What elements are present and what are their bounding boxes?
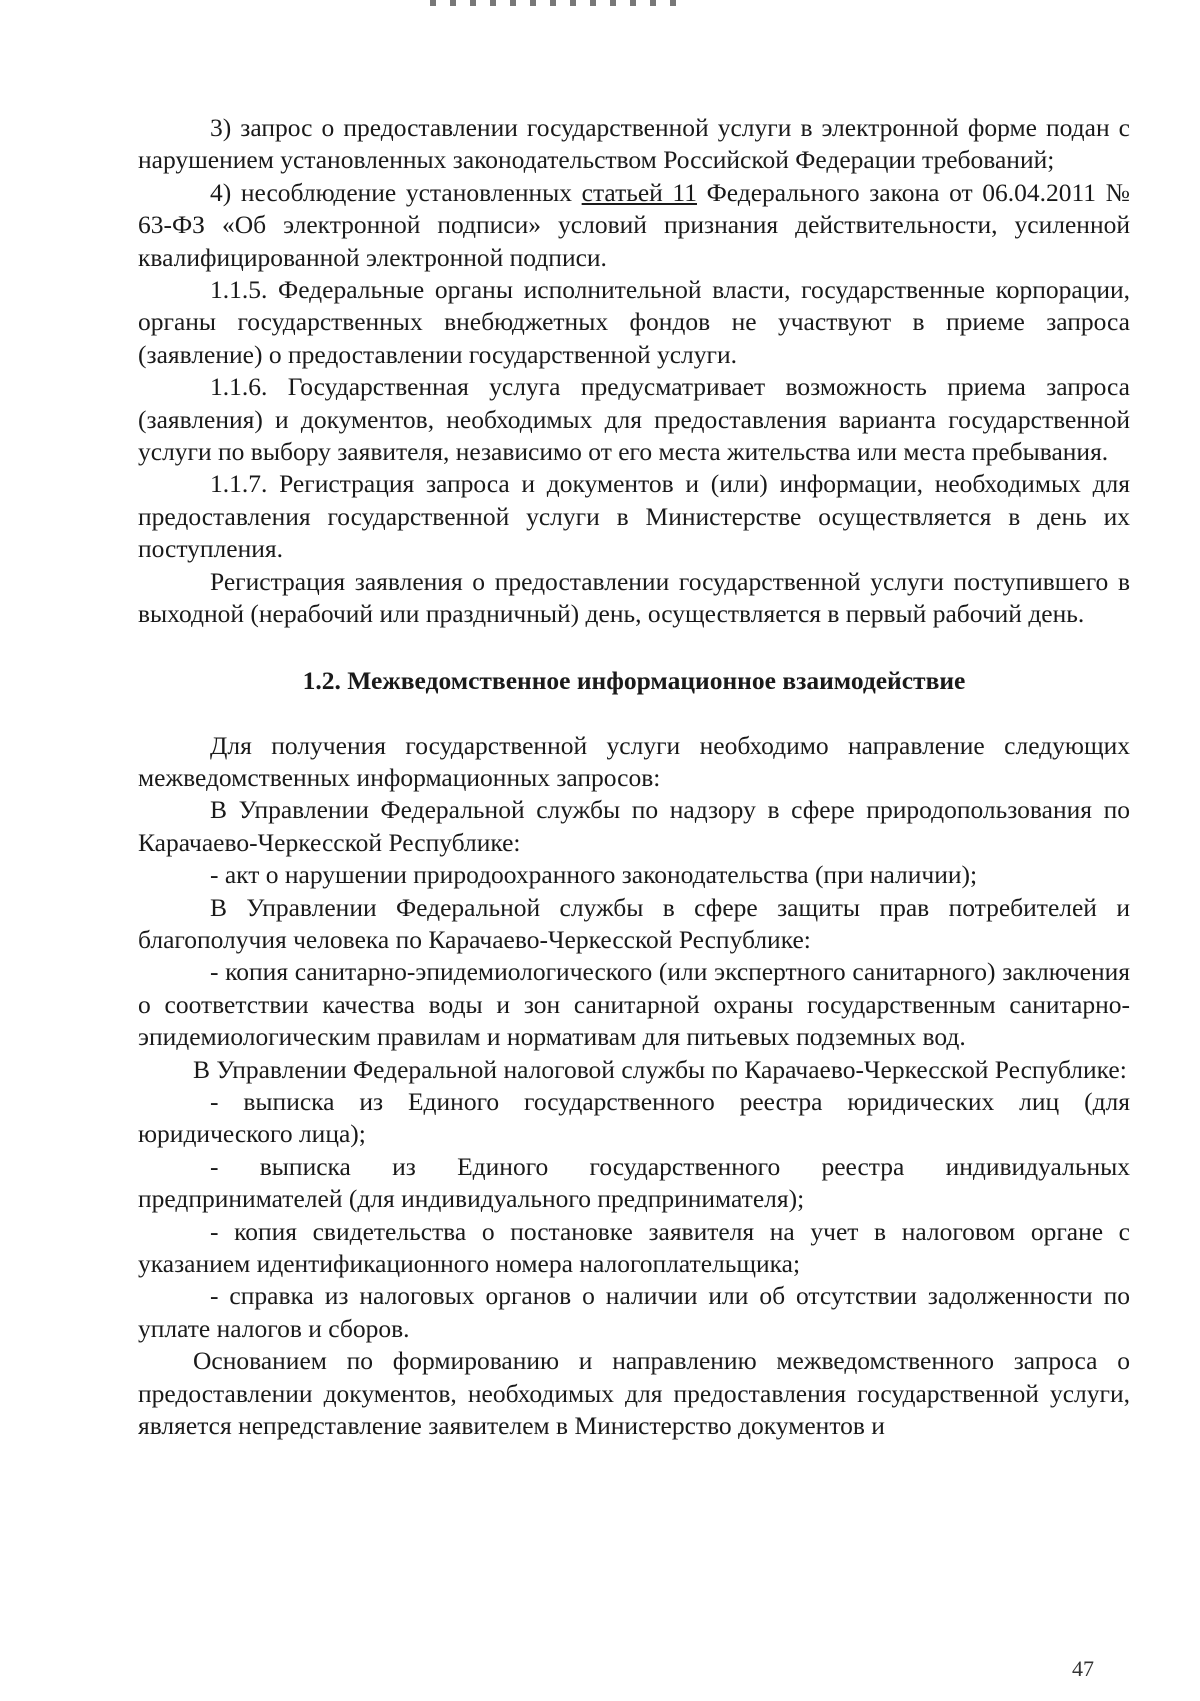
para-item-3: 3) запрос о предоставлении государственной услуги в электронной форме подан с нарушением установленных законодательством Российской Федерации требований; — [138, 113, 1130, 175]
para-text: 4) несоблюдение установленных — [210, 177, 582, 207]
para-1-1-5: 1.1.5. Федеральные органы исполнительной власти, государственные корпорации, органы государственных внебюджетных фондов не участвуют в приеме запроса (заявление) о предоставлении государственной услуги. — [138, 275, 1130, 369]
para-1-1-6: 1.1.6. Государственная услуга предусматривает возможность приема запроса (заявления) и документов, необходимых для предоставления варианта государственной услуги по выбору заявителя, независимо от его места жительства или места пребывания. — [138, 372, 1130, 467]
para-1-1-7: 1.1.7. Регистрация запроса и документов и (или) информации, необходимых для предоставления государственной услуги в Министерстве осуществляется в день их поступления. — [138, 469, 1130, 564]
para-basis: Основанием по формированию и направлению межведомственного запроса о предоставлении документов, необходимых для предоставления государственной услуги, является непредставление заявителем в Министерство документов и — [138, 1346, 1130, 1441]
para-rospotrebnadzor: В Управлении Федеральной службы в сфере защиты прав потребителей и благополучия человека по Карачаево-Черкесской Республике: — [138, 892, 1130, 954]
para-item-4 — [138, 177, 1130, 274]
document-page — [138, 112, 1130, 1442]
para-tax-certificate: - копия свидетельства о постановке заявителя на учет в налоговом органе с указанием идентификационного номера налогоплательщика; — [138, 1216, 1130, 1278]
section-1-1-continuation — [138, 112, 1130, 631]
para-egrul: - выписка из Единого государственного реестра юридических лиц (для юридического лица); — [138, 1086, 1130, 1149]
para-rosprirodnadzor: В Управлении Федеральной службы по надзору в сфере природопользования по Карачаево-Черкесской Республике: — [138, 795, 1130, 857]
para-tax-service: В Управлении Федеральной налоговой службы по Карачаево-Черкесской Республике: — [193, 1054, 1127, 1084]
para-text: Федерального закона от 06.04.2011 № 63-ФЗ «Об электронной подписи» условий признания действительности, усиленной квалифицированной электронной подписи. — [138, 177, 1130, 272]
section-heading-1-2: 1.2. Межведомственное информационное взаимодействие — [302, 665, 966, 695]
article-11-link[interactable]: статьей 11 — [581, 177, 697, 207]
para-intro: Для получения государственной услуги необходимо направление следующих межведомственных информационных запросов: — [138, 730, 1130, 792]
para-act: - акт о нарушении природоохранного законодательства (при наличии); — [210, 860, 978, 890]
para-registration: Регистрация заявления о предоставлении государственной услуги поступившего в выходной (нерабочий или праздничный) день, осуществляется в первый рабочий день. — [138, 566, 1130, 629]
scan-top-marks — [430, 0, 680, 6]
para-tax-debt: - справка из налоговых органов о наличии или об отсутствии задолженности по уплате налогов и сборов. — [138, 1281, 1130, 1343]
para-egrip: - выписка из Единого государственного реестра индивидуальных предпринимателей (для индивидуального предпринимателя); — [138, 1151, 1130, 1214]
para-sanitary: - копия санитарно-эпидемиологического (или экспертного санитарного) заключения о соответствии качества воды и зон санитарной охраны государственным санитарно-эпидемиологическим правилам и нормативам для питьевых подземных вод. — [138, 957, 1130, 1052]
section-1-2-body — [138, 730, 1130, 1443]
page-number: 47 — [1072, 1656, 1094, 1681]
